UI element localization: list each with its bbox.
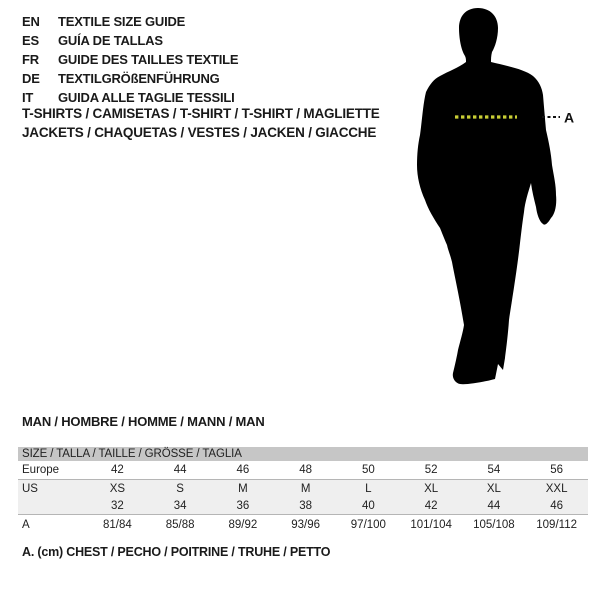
table-cell: 44 bbox=[173, 464, 187, 476]
table-cell: 42 bbox=[110, 464, 124, 476]
table-cell: 46 bbox=[550, 499, 564, 512]
section-title-man: MAN / HOMBRE / HOMME / MANN / MAN bbox=[22, 414, 265, 429]
language-row bbox=[22, 12, 238, 31]
table-cell: 44 bbox=[487, 499, 501, 512]
man-silhouette-shape bbox=[417, 8, 556, 384]
row-label: US bbox=[22, 482, 38, 495]
size-table bbox=[18, 447, 588, 534]
table-cell: 34 bbox=[173, 499, 187, 512]
table-cell: 93/96 bbox=[291, 518, 321, 531]
table-cell: 38 bbox=[299, 499, 313, 512]
table-cell: 97/100 bbox=[350, 518, 386, 531]
table-cell: XS bbox=[109, 482, 126, 495]
table-row-numeric bbox=[18, 497, 588, 515]
language-list bbox=[22, 12, 238, 107]
table-cell: M bbox=[300, 482, 311, 495]
language-label: GUIDA ALLE TAGLIE TESSILI bbox=[58, 90, 235, 105]
table-row-chest-a bbox=[18, 515, 588, 534]
category-line-jackets: JACKETS / CHAQUETAS / VESTES / JACKEN / GIACCHE bbox=[22, 125, 377, 140]
table-row-us bbox=[18, 480, 588, 497]
language-row bbox=[22, 69, 238, 88]
table-cell: 81/84 bbox=[102, 518, 132, 531]
table-cell: 36 bbox=[236, 499, 250, 512]
table-cell: XL bbox=[486, 482, 501, 495]
table-cell: S bbox=[176, 482, 184, 495]
table-cell: 54 bbox=[487, 464, 501, 476]
language-label: TEXTILE SIZE GUIDE bbox=[58, 14, 186, 29]
table-row-europe bbox=[18, 461, 588, 480]
measure-label-a: A bbox=[564, 109, 575, 126]
table-cell: 40 bbox=[361, 499, 375, 512]
table-cell: 109/112 bbox=[536, 518, 577, 531]
table-cell: M bbox=[238, 482, 248, 495]
hand-notch bbox=[446, 297, 455, 310]
man-figure bbox=[402, 5, 582, 390]
language-code: EN bbox=[22, 14, 40, 29]
table-cell: L bbox=[365, 482, 372, 495]
row-label: Europe bbox=[22, 464, 60, 476]
category-line-tshirts: T-SHIRTS / CAMISETAS / T-SHIRT / T-SHIRT / MAGLIETTE bbox=[22, 106, 380, 121]
language-row bbox=[22, 31, 238, 50]
table-cell: 56 bbox=[550, 464, 564, 476]
language-label: TEXTILGRÖßENFÜHRUNG bbox=[58, 71, 220, 86]
language-row bbox=[22, 50, 238, 69]
language-code: IT bbox=[22, 90, 34, 105]
language-label: GUIDE DES TAILLES TEXTILE bbox=[58, 52, 239, 67]
man-silhouette bbox=[402, 5, 582, 390]
table-cell: 50 bbox=[361, 464, 375, 476]
language-code: ES bbox=[22, 33, 39, 48]
table-cell: 32 bbox=[110, 499, 124, 512]
language-label: GUÍA DE TALLAS bbox=[58, 33, 163, 48]
row-label: A bbox=[22, 518, 30, 531]
table-cell: 52 bbox=[424, 464, 438, 476]
measure-footnote: A. (cm) CHEST / PECHO / POITRINE / TRUHE / PETTO bbox=[22, 545, 331, 559]
table-cell: 105/108 bbox=[473, 518, 515, 531]
language-code: FR bbox=[22, 52, 39, 67]
table-cell: 46 bbox=[236, 464, 250, 476]
table-cell: XL bbox=[424, 482, 439, 495]
table-cell: 42 bbox=[424, 499, 438, 512]
table-cell: 89/92 bbox=[228, 518, 258, 531]
size-table-header: SIZE / TALLA / TAILLE / GRÖSSE / TAGLIA bbox=[18, 447, 588, 461]
table-cell: 101/104 bbox=[410, 518, 452, 531]
category-lines bbox=[22, 104, 380, 142]
table-cell: XXL bbox=[545, 482, 568, 495]
table-cell: 85/88 bbox=[165, 518, 195, 531]
table-cell: 48 bbox=[299, 464, 313, 476]
language-code: DE bbox=[22, 71, 40, 86]
